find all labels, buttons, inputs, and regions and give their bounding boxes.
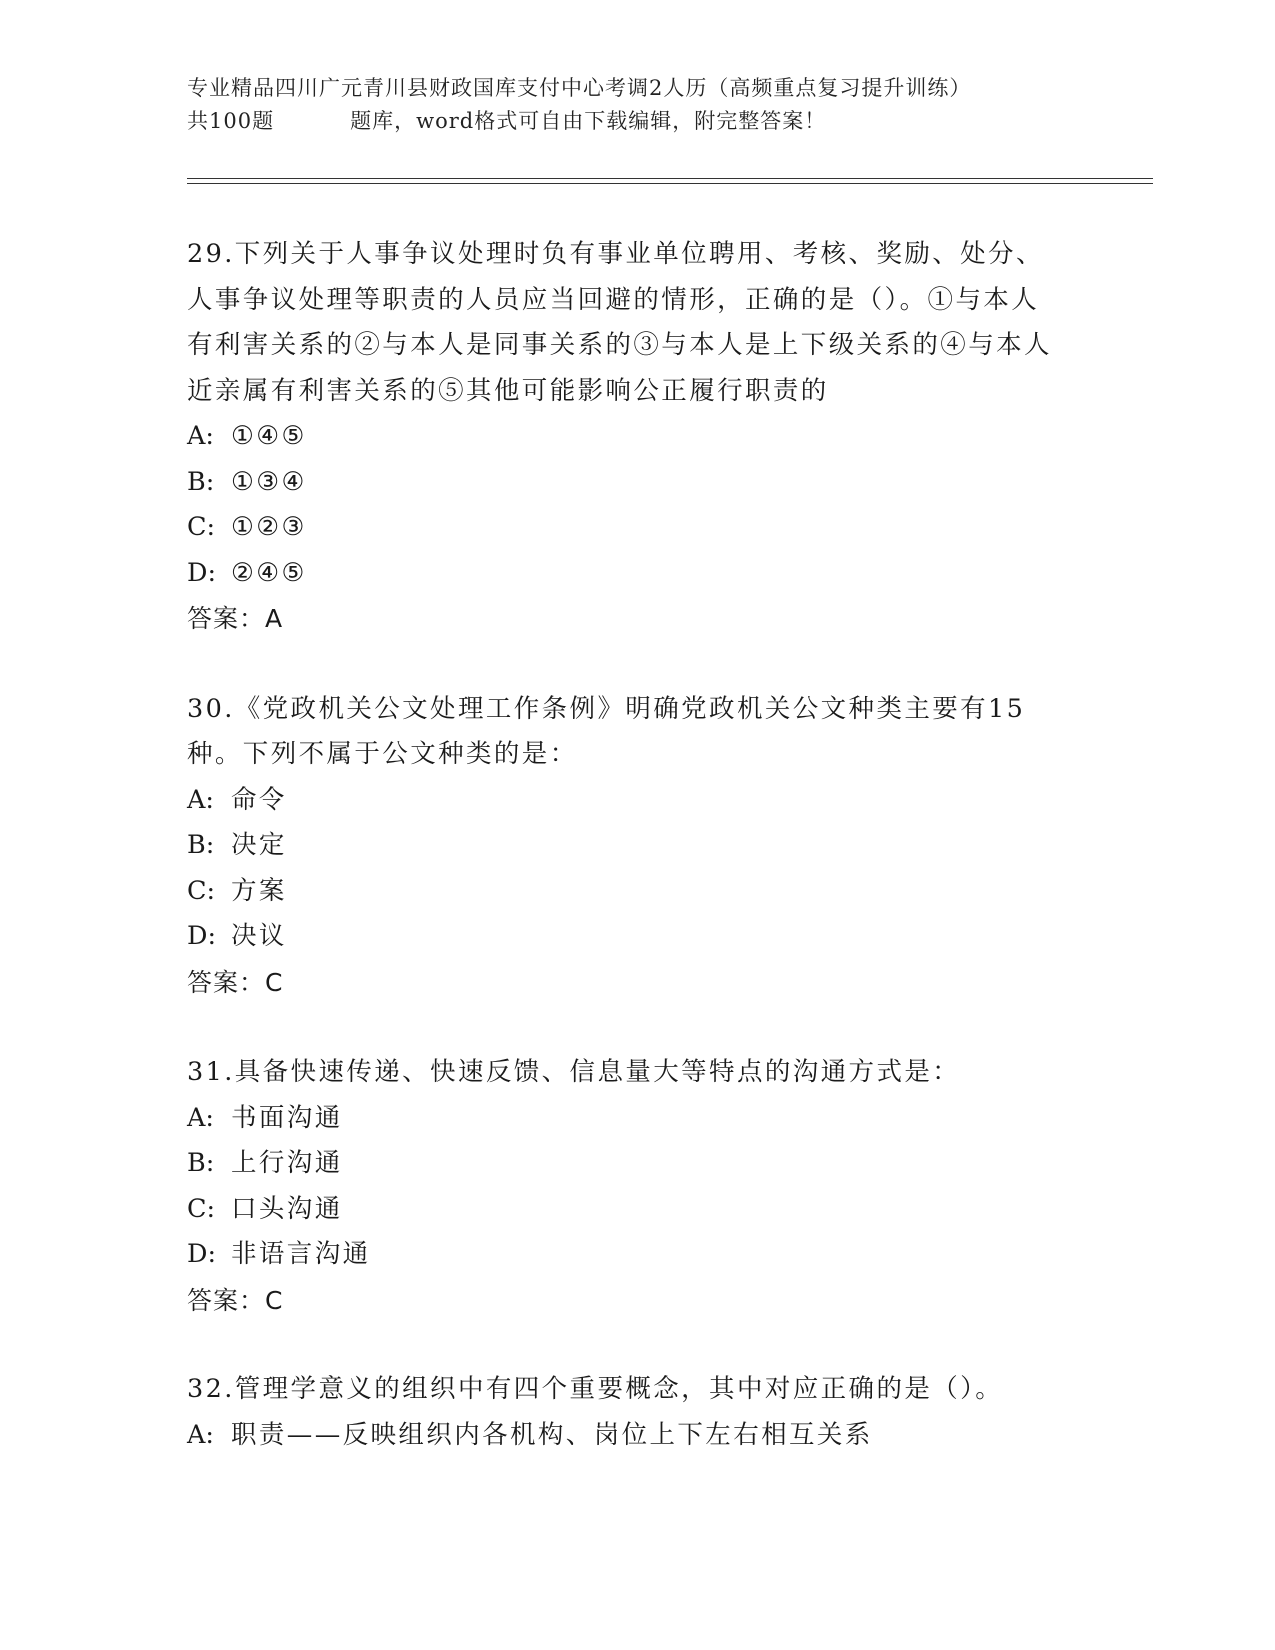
option-letter: C: <box>187 512 216 542</box>
question-stem: 29.下列关于人事争议处理时负有事业单位聘用、考核、奖励、处分、人事争议处理等职责的人员应当回避的情形，正确的是（）。①与本人有利害关系的②与本人是同事关系的③与本人是上下级关系的④与本人近亲属有利害关系的⑤其他可能影响公正履行职责的 <box>187 239 1052 406</box>
question-spacer <box>187 1323 1067 1367</box>
option-a <box>187 1413 1067 1459</box>
answer-line: 答案：A <box>187 604 284 633</box>
option-b <box>187 1141 1067 1187</box>
question-stem: 31.具备快速传递、快速反馈、信息量大等特点的沟通方式是： <box>187 1057 961 1087</box>
option-c <box>187 869 1067 915</box>
question-stem: 30.《党政机关公文处理工作条例》明确党政机关公文种类主要有15种。下列不属于公文种类的是： <box>187 693 1026 769</box>
option-text: 决定 <box>231 830 287 860</box>
option-text: 命令 <box>231 784 287 815</box>
option-letter: C: <box>187 1193 216 1224</box>
option-a <box>187 1096 1067 1142</box>
option-b <box>187 823 1067 869</box>
option-d <box>187 551 1067 597</box>
option-text: 职责——反映组织内各机构、岗位上下左右相互关系 <box>231 1419 873 1450</box>
answer-line: 答案：C <box>187 967 284 997</box>
option-letter: C: <box>187 875 216 906</box>
question-list <box>187 232 1067 1458</box>
header-note: 题库，word格式可自由下载编辑，附完整答案！ <box>350 109 827 133</box>
header-divider-bottom <box>187 183 1153 184</box>
option-letter: D: <box>187 921 217 951</box>
option-text: 书面沟通 <box>231 1102 343 1133</box>
question-29 <box>187 232 1067 642</box>
question-31 <box>187 1050 1067 1323</box>
option-b <box>187 460 1067 506</box>
option-c <box>187 1187 1067 1233</box>
option-letter: B: <box>187 1148 215 1178</box>
option-a <box>187 414 1067 460</box>
option-letter: A: <box>187 1102 215 1133</box>
header-divider-top <box>187 178 1153 179</box>
question-32 <box>187 1367 1067 1458</box>
option-a <box>187 778 1067 824</box>
header-count: 共100题 <box>187 109 275 133</box>
option-d <box>187 914 1067 960</box>
option-c <box>187 505 1067 551</box>
option-text: ①④⑤ <box>231 421 307 451</box>
question-stem: 32.管理学意义的组织中有四个重要概念，其中对应正确的是（）。 <box>187 1374 1004 1404</box>
header-subtitle-line <box>187 105 1087 138</box>
question-30 <box>187 687 1067 1006</box>
option-letter: B: <box>187 466 215 497</box>
option-text: 决议 <box>231 921 287 951</box>
option-letter: D: <box>187 1239 217 1269</box>
option-text: 方案 <box>231 875 287 906</box>
option-letter: A: <box>187 421 215 451</box>
option-text: ①③④ <box>231 466 307 497</box>
option-text: ②④⑤ <box>231 557 307 588</box>
question-spacer <box>187 642 1067 687</box>
option-letter: A: <box>187 1419 215 1450</box>
option-text: ①②③ <box>231 512 307 542</box>
question-spacer <box>187 1005 1067 1050</box>
option-d <box>187 1232 1067 1278</box>
option-letter: D: <box>187 557 217 588</box>
header-title-line: 专业精品四川广元青川县财政国库支付中心考调2人历（高频重点复习提升训练） <box>187 76 972 100</box>
option-text: 非语言沟通 <box>231 1239 371 1269</box>
option-text: 上行沟通 <box>231 1148 343 1178</box>
document-header <box>187 72 1087 138</box>
option-text: 口头沟通 <box>231 1193 343 1224</box>
option-letter: A: <box>187 784 215 815</box>
option-letter: B: <box>187 830 215 860</box>
answer-line: 答案：C <box>187 1285 284 1315</box>
